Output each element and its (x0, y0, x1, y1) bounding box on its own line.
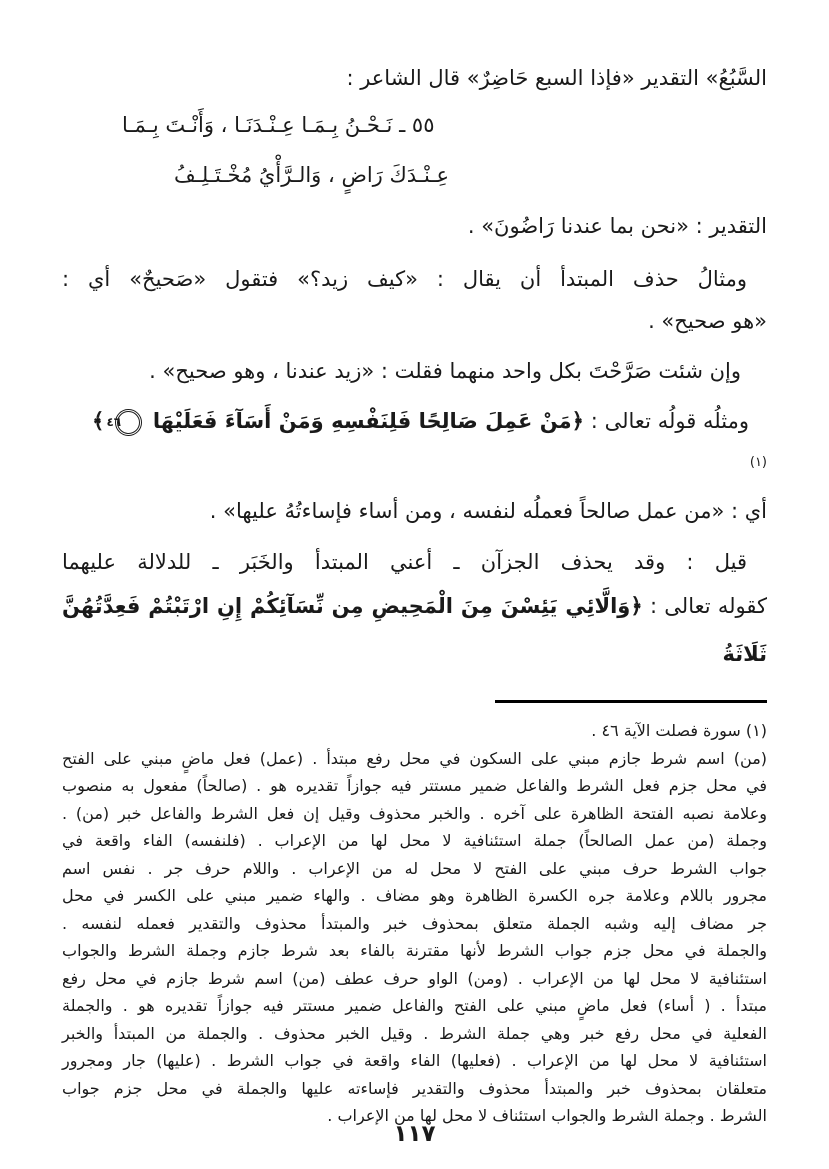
footnote-reference-mark: (١) (749, 455, 767, 470)
citation-intro-2: كقوله تعالى : (649, 594, 767, 618)
footnote-last-line: الشرط . وجملة الشرط والجواب استئناف لا محل لها من الإعراب . (327, 1106, 767, 1125)
footnote-line: الفعلية في محل رفع خبر وهي جملة الشرط . وقيل الخبر محذوف . والجملة من المبتدأ والخبر (62, 1023, 767, 1043)
footnote-line: استئنافية لا محل لها من الإعراب . (ومن) الواو حرف عطف (من) اسم شرط جازم في محل رفع (62, 968, 767, 988)
paragraph-continuation: السَّبُعُ» التقدير «فإذا السبع حَاضِرٌ» قال الشاعر : (346, 66, 767, 90)
footnote-line: متعلقان بمحذوف خبر والمبتدأ محذوف والتقدير فإساءته عليها والجملة في محل جزم جواب (62, 1078, 767, 1098)
paragraph-hadhf-mubtada-line1: ومثالُ حذف المبتدأ أن يقال : «كيف زيد؟» فتقول «صَحيحٌ» أي : (62, 267, 747, 291)
quran-citation-line-2 (62, 582, 767, 678)
footnote-block (62, 717, 767, 1130)
page-number: ١١٧ (393, 1121, 436, 1147)
quran-explanation-line: أي : «من عمل صالحاً فعملُه لنفسه ، ومن أساء فإساءتُهُ عليها» . (209, 499, 767, 523)
quran-verse-fussilat: ﴿مَنْ عَمِلَ صَالِحًا فَلِنَفْسِهِ وَمَنْ أَسَآءَ فَعَلَيْهَا (152, 409, 584, 433)
footnote-line: وعلامة نصبه الفتحة الظاهرة على آخره . والخبر محذوف وقيل إن فعل الشرط والفاعل خبر (من) . (62, 803, 767, 823)
paragraph-in-shi2ta: وإن شئت صَرَّحْتَ بكل واحد منهما فقلت : «زيد عندنا ، وهو صحيح» . (149, 359, 741, 383)
ayah-number-ornament: ٤٦ (115, 409, 142, 436)
quran-verse-talaq: ﴿وَالَّائِي يَئِسْنَ مِنَ الْمَحِيضِ مِن نِّسَآئِكُمْ إِنِ ارْتَبْتُمْ فَعِدَّتُهُنَّ ثَلَاثَةُ (62, 594, 767, 666)
poetry-hemistich-1: ٥٥ ـ نَـحْـنُ بِـمَـا عِـنْـدَنَـا ، وَأَنْـتَ بِـمَـا (122, 113, 435, 137)
taqdir-line: التقدير : «نحن بما عندنا رَاضُونَ» . (467, 214, 767, 238)
footnote-line: وجملة (من عمل الصالحاً) جملة استئنافية لا محل لها من الإعراب . (فلنفسه) الفاء واقعة في (62, 831, 767, 850)
footnote-source-line: (١) سورة فصلت الآية ٤٦ . (591, 721, 767, 740)
footnote-line: والجملة في محل جزم جواب الشرط لأنها مقترنة بالفاء بعد شرط جازم وجملة الشرط والجواب (62, 941, 767, 960)
quran-citation-line (62, 398, 767, 490)
citation-intro: ومثلُه قولُه تعالى : (590, 409, 749, 433)
footnote-divider (495, 700, 767, 703)
footnote-line: في محل جزم فعل الشرط والفاعل ضمير مستتر فيه جوازاً تقديره هو . (صالحاً) مفعول به منصوب (62, 776, 767, 795)
paragraph-qila-line1: قيل : وقد يحذف الجزآن ـ أعني المبتدأ والخَبَر ـ للدلالة عليهما (62, 550, 747, 574)
paragraph-hadhf-mubtada-line2: «هو صحيح» . (648, 309, 767, 333)
footnote-line: مبتدأ . ( أساء) فعل ماضٍ مبني على الفتح والفاعل ضمير مستتر فيه جوازاً تقديره هو . والجملة (62, 996, 767, 1015)
footnote-line: (من) اسم شرط جازم مبني على السكون في محل رفع مبتدأ . (عمل) فعل ماضٍ مبني على الفتح (62, 748, 767, 768)
main-text (62, 56, 767, 678)
footnote-line: جر مضاف إليه وشبه الجملة متعلق بمحذوف خبر والمبتدأ محذوف والتقدير فعمله لنفسه . (62, 913, 767, 933)
footnote-line: جواب الشرط حرف مبني على الفتح لا محل له من الإعراب . واللام حرف جر . نفس اسم (62, 858, 767, 878)
poetry-hemistich-2: عِـنْـدَكَ رَاضٍ ، وَالـرَّأْيُ مُخْـتَـلِـفُ (173, 163, 449, 187)
footnote-line: مجرور باللام وعلامة جره الكسرة الظاهرة وهو مضاف . والهاء ضمير مبني على الكسر في محل (62, 886, 767, 905)
quran-close-bracket: ﴾ (92, 409, 105, 433)
footnote-line: استئنافية لا محل لها من الإعراب . (فعليها) الفاء واقعة في جواب الشرط . (عليها) جار ومجرور (62, 1051, 767, 1070)
